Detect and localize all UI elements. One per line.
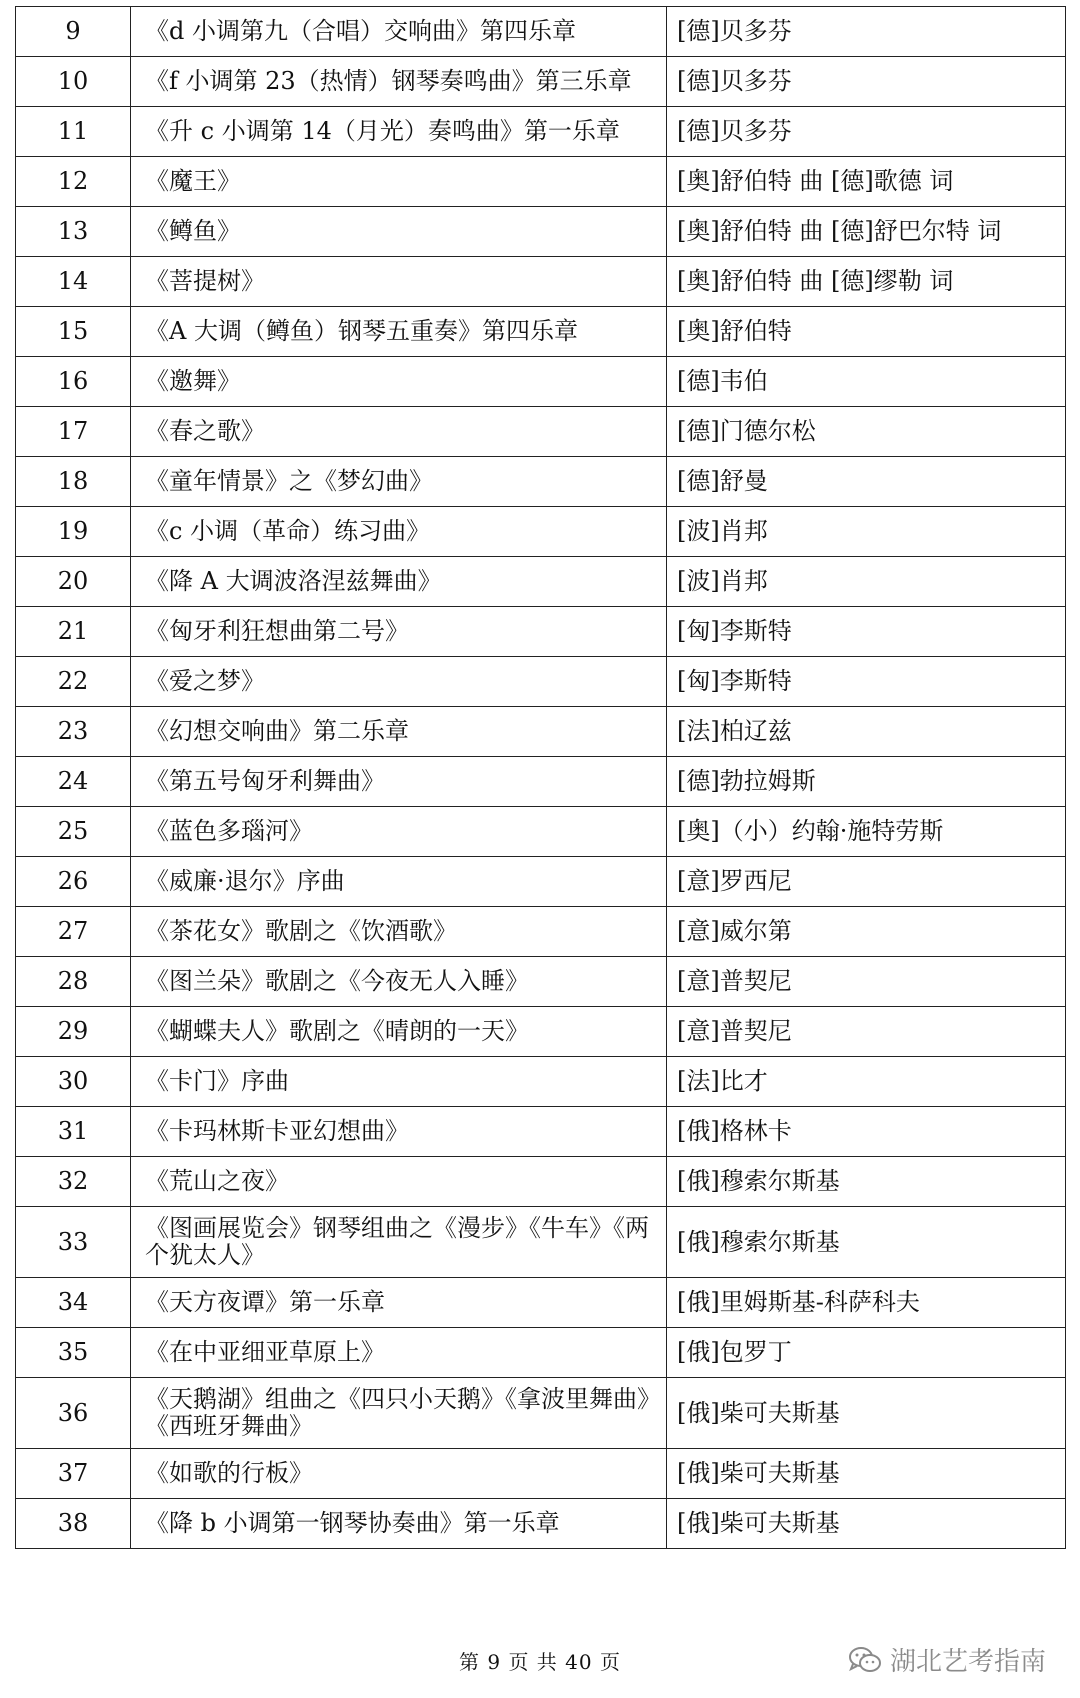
work-title: 《在中亚细亚草原上》 — [131, 1328, 667, 1378]
work-title: 《春之歌》 — [131, 407, 667, 457]
work-title: 《图画展览会》钢琴组曲之《漫步》《牛车》《两个犹太人》 — [131, 1207, 667, 1278]
row-number: 19 — [16, 507, 131, 557]
watermark — [848, 1641, 1046, 1678]
composer: [波]肖邦 — [667, 507, 1066, 557]
row-number: 24 — [16, 757, 131, 807]
table-row — [16, 257, 1066, 307]
work-title: 《卡玛林斯卡亚幻想曲》 — [131, 1107, 667, 1157]
composer: [德]门德尔松 — [667, 407, 1066, 457]
table-row — [16, 457, 1066, 507]
work-title: 《菩提树》 — [131, 257, 667, 307]
composer: [德]贝多芬 — [667, 57, 1066, 107]
row-number: 14 — [16, 257, 131, 307]
table-row — [16, 307, 1066, 357]
composer: [匈]李斯特 — [667, 607, 1066, 657]
work-title: 《f 小调第 23（热情）钢琴奏鸣曲》第三乐章 — [131, 57, 667, 107]
row-number: 13 — [16, 207, 131, 257]
composer: [法]比才 — [667, 1057, 1066, 1107]
composer: [俄]穆索尔斯基 — [667, 1207, 1066, 1278]
table-row — [16, 1107, 1066, 1157]
composer: [俄]里姆斯基-科萨科夫 — [667, 1278, 1066, 1328]
work-title: 《茶花女》歌剧之《饮酒歌》 — [131, 907, 667, 957]
composer: [德]舒曼 — [667, 457, 1066, 507]
table-row — [16, 1278, 1066, 1328]
table-row — [16, 1328, 1066, 1378]
row-number: 25 — [16, 807, 131, 857]
row-number: 36 — [16, 1378, 131, 1449]
composer: [俄]包罗丁 — [667, 1328, 1066, 1378]
composer: [德]贝多芬 — [667, 107, 1066, 157]
work-title: 《如歌的行板》 — [131, 1449, 667, 1499]
composer: [俄]柴可夫斯基 — [667, 1378, 1066, 1449]
table-row — [16, 1157, 1066, 1207]
work-title: 《幻想交响曲》第二乐章 — [131, 707, 667, 757]
composer: [意]普契尼 — [667, 957, 1066, 1007]
composer: [匈]李斯特 — [667, 657, 1066, 707]
row-number: 29 — [16, 1007, 131, 1057]
row-number: 11 — [16, 107, 131, 157]
table-row — [16, 207, 1066, 257]
row-number: 20 — [16, 557, 131, 607]
row-number: 23 — [16, 707, 131, 757]
row-number: 18 — [16, 457, 131, 507]
work-title: 《降 b 小调第一钢琴协奏曲》第一乐章 — [131, 1499, 667, 1549]
table-row — [16, 357, 1066, 407]
composer: [波]肖邦 — [667, 557, 1066, 607]
table-row — [16, 157, 1066, 207]
music-list-table — [15, 6, 1066, 1549]
table-row — [16, 107, 1066, 157]
composer: [俄]柴可夫斯基 — [667, 1449, 1066, 1499]
table-row — [16, 1449, 1066, 1499]
table-row — [16, 1007, 1066, 1057]
row-number: 9 — [16, 7, 131, 57]
page-footer: 第 9 页 共 40 页 — [459, 1650, 621, 1674]
work-title: 《图兰朵》歌剧之《今夜无人入睡》 — [131, 957, 667, 1007]
wechat-icon — [848, 1646, 882, 1674]
composer: [奥]舒伯特 曲 [德]舒巴尔特 词 — [667, 207, 1066, 257]
composer: [奥]（小）约翰·施特劳斯 — [667, 807, 1066, 857]
row-number: 33 — [16, 1207, 131, 1278]
table-row — [16, 1057, 1066, 1107]
work-title: 《蓝色多瑙河》 — [131, 807, 667, 857]
row-number: 35 — [16, 1328, 131, 1378]
table-row — [16, 857, 1066, 907]
work-title: 《升 c 小调第 14（月光）奏鸣曲》第一乐章 — [131, 107, 667, 157]
composer: [奥]舒伯特 曲 [德]歌德 词 — [667, 157, 1066, 207]
table-row — [16, 807, 1066, 857]
row-number: 22 — [16, 657, 131, 707]
table-row — [16, 1499, 1066, 1549]
row-number: 21 — [16, 607, 131, 657]
composer: [德]贝多芬 — [667, 7, 1066, 57]
table-row — [16, 507, 1066, 557]
composer: [意]普契尼 — [667, 1007, 1066, 1057]
composer: [德]韦伯 — [667, 357, 1066, 407]
work-title: 《降 A 大调波洛涅兹舞曲》 — [131, 557, 667, 607]
work-title: 《蝴蝶夫人》歌剧之《晴朗的一天》 — [131, 1007, 667, 1057]
composer: [意]罗西尼 — [667, 857, 1066, 907]
table-row — [16, 7, 1066, 57]
row-number: 28 — [16, 957, 131, 1007]
row-number: 34 — [16, 1278, 131, 1328]
table-row — [16, 957, 1066, 1007]
composer: [俄]柴可夫斯基 — [667, 1499, 1066, 1549]
table-row — [16, 907, 1066, 957]
work-title: 《d 小调第九（合唱）交响曲》第四乐章 — [131, 7, 667, 57]
table-row — [16, 1378, 1066, 1449]
work-title: 《天方夜谭》第一乐章 — [131, 1278, 667, 1328]
row-number: 10 — [16, 57, 131, 107]
row-number: 17 — [16, 407, 131, 457]
row-number: 12 — [16, 157, 131, 207]
table-row — [16, 707, 1066, 757]
work-title: 《魔王》 — [131, 157, 667, 207]
table-row — [16, 607, 1066, 657]
table-row — [16, 1207, 1066, 1278]
work-title: 《荒山之夜》 — [131, 1157, 667, 1207]
composer: [奥]舒伯特 — [667, 307, 1066, 357]
row-number: 15 — [16, 307, 131, 357]
work-title: 《童年情景》之《梦幻曲》 — [131, 457, 667, 507]
work-title: 《鳟鱼》 — [131, 207, 667, 257]
work-title: 《天鹅湖》组曲之《四只小天鹅》《拿波里舞曲》《西班牙舞曲》 — [131, 1378, 667, 1449]
row-number: 31 — [16, 1107, 131, 1157]
table-row — [16, 757, 1066, 807]
work-title: 《第五号匈牙利舞曲》 — [131, 757, 667, 807]
work-title: 《匈牙利狂想曲第二号》 — [131, 607, 667, 657]
work-title: 《爱之梦》 — [131, 657, 667, 707]
composer: [俄]格林卡 — [667, 1107, 1066, 1157]
row-number: 32 — [16, 1157, 131, 1207]
work-title: 《威廉·退尔》序曲 — [131, 857, 667, 907]
row-number: 37 — [16, 1449, 131, 1499]
watermark-text: 湖北艺考指南 — [889, 1647, 1046, 1677]
table-row — [16, 557, 1066, 607]
row-number: 27 — [16, 907, 131, 957]
work-title: 《c 小调（革命）练习曲》 — [131, 507, 667, 557]
work-title: 《邀舞》 — [131, 357, 667, 407]
composer: [俄]穆索尔斯基 — [667, 1157, 1066, 1207]
row-number: 16 — [16, 357, 131, 407]
work-title: 《卡门》序曲 — [131, 1057, 667, 1107]
table-row — [16, 657, 1066, 707]
table-row — [16, 407, 1066, 457]
work-title: 《A 大调（鳟鱼）钢琴五重奏》第四乐章 — [131, 307, 667, 357]
table-row — [16, 57, 1066, 107]
row-number: 38 — [16, 1499, 131, 1549]
composer: [奥]舒伯特 曲 [德]缪勒 词 — [667, 257, 1066, 307]
row-number: 26 — [16, 857, 131, 907]
composer: [意]威尔第 — [667, 907, 1066, 957]
composer: [法]柏辽兹 — [667, 707, 1066, 757]
composer: [德]勃拉姆斯 — [667, 757, 1066, 807]
row-number: 30 — [16, 1057, 131, 1107]
